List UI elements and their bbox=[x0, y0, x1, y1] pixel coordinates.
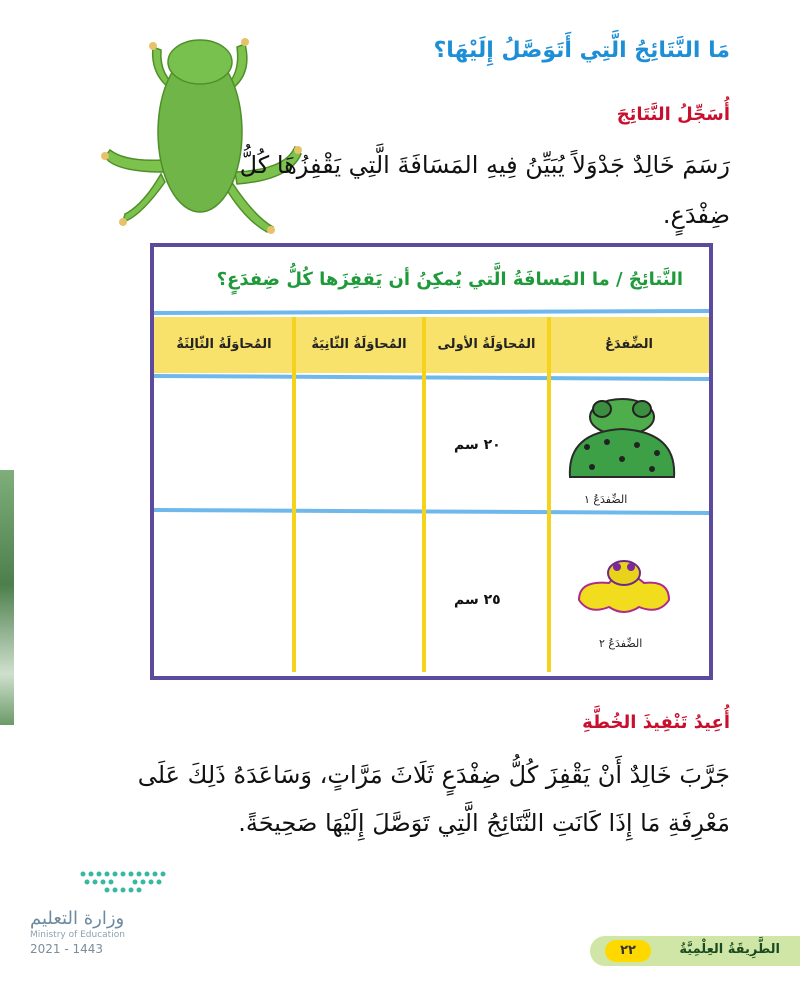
edition-year: 2021 - 1443 bbox=[30, 942, 104, 956]
paragraph-line: رَسَمَ خَالِدٌ جَدْوَلاً يُبَيِّنُ فِيهِ المَسَافَةَ الَّتِي يَقْفِزُهَا كُلُّ bbox=[239, 151, 730, 179]
paragraph-line: جَرَّبَ خَالِدٌ أَنْ يَقْفِزَ كُلُّ ضِفْدَعٍ ثَلَاثَ مَرَّاتٍ، وَسَاعَدَهُ ذَلِكَ عَلَى bbox=[137, 761, 730, 789]
frog-label: الضِّفدَعُ ٢ bbox=[599, 637, 643, 650]
frog-photo bbox=[95, 22, 305, 237]
paragraph-line: ضِفْدَعٍ. bbox=[662, 201, 730, 229]
column-header-attempt-1: المُحاوَلَةُ الأولى bbox=[437, 337, 536, 352]
frog-drawing-1 bbox=[562, 387, 682, 502]
table-title: النَّتائِجُ / ما المَسافَةُ الَّتي يُمكِنُ أن يَقفِزَها كُلُّ ضِفدَعٍ؟ bbox=[216, 269, 683, 290]
page-title: مَا النَّتَائِجُ الَّتِي أَتَوَصَّلُ إِلَيْهَا؟ bbox=[433, 38, 730, 63]
frog-drawing-2 bbox=[569, 545, 679, 625]
chapter-title: الطَّرِيقَةُ العِلْمِيَّةُ bbox=[679, 942, 780, 957]
table-cell-attempt-1: ٢٠ سم bbox=[454, 437, 501, 453]
column-header-frog: الضِّفدَعُ bbox=[605, 337, 653, 352]
paragraph-line: مَعْرِفَةِ مَا إِذَا كَانَتِ النَّتَائِجُ الَّتِي تَوَصَّلَ إِلَيْهَا صَحِيحَةً. bbox=[238, 809, 730, 837]
section-heading-record: أُسَجِّلُ النَّتَائِجَ bbox=[616, 104, 730, 125]
frog-label: الضِّفدَعُ ١ bbox=[584, 493, 628, 506]
ministry-name-ar: وزارة التعليم bbox=[30, 908, 125, 929]
ministry-logo-icon bbox=[78, 868, 173, 898]
column-header-attempt-3: المُحاوَلَةُ الثّالِثَةُ bbox=[176, 337, 272, 352]
column-header-attempt-2: المُحاوَلَةُ الثّانِيَةُ bbox=[311, 337, 407, 352]
leaf-photo-edge bbox=[0, 470, 14, 725]
ministry-name-en: Ministry of Education bbox=[30, 930, 125, 940]
table-cell-attempt-1: ٢٥ سم bbox=[454, 592, 501, 608]
page-number-badge: ٢٢ bbox=[605, 940, 651, 962]
section-heading-repeat: أُعِيدُ تَنْفِيذَ الخُطَّةِ bbox=[582, 712, 730, 733]
results-table bbox=[150, 243, 713, 680]
